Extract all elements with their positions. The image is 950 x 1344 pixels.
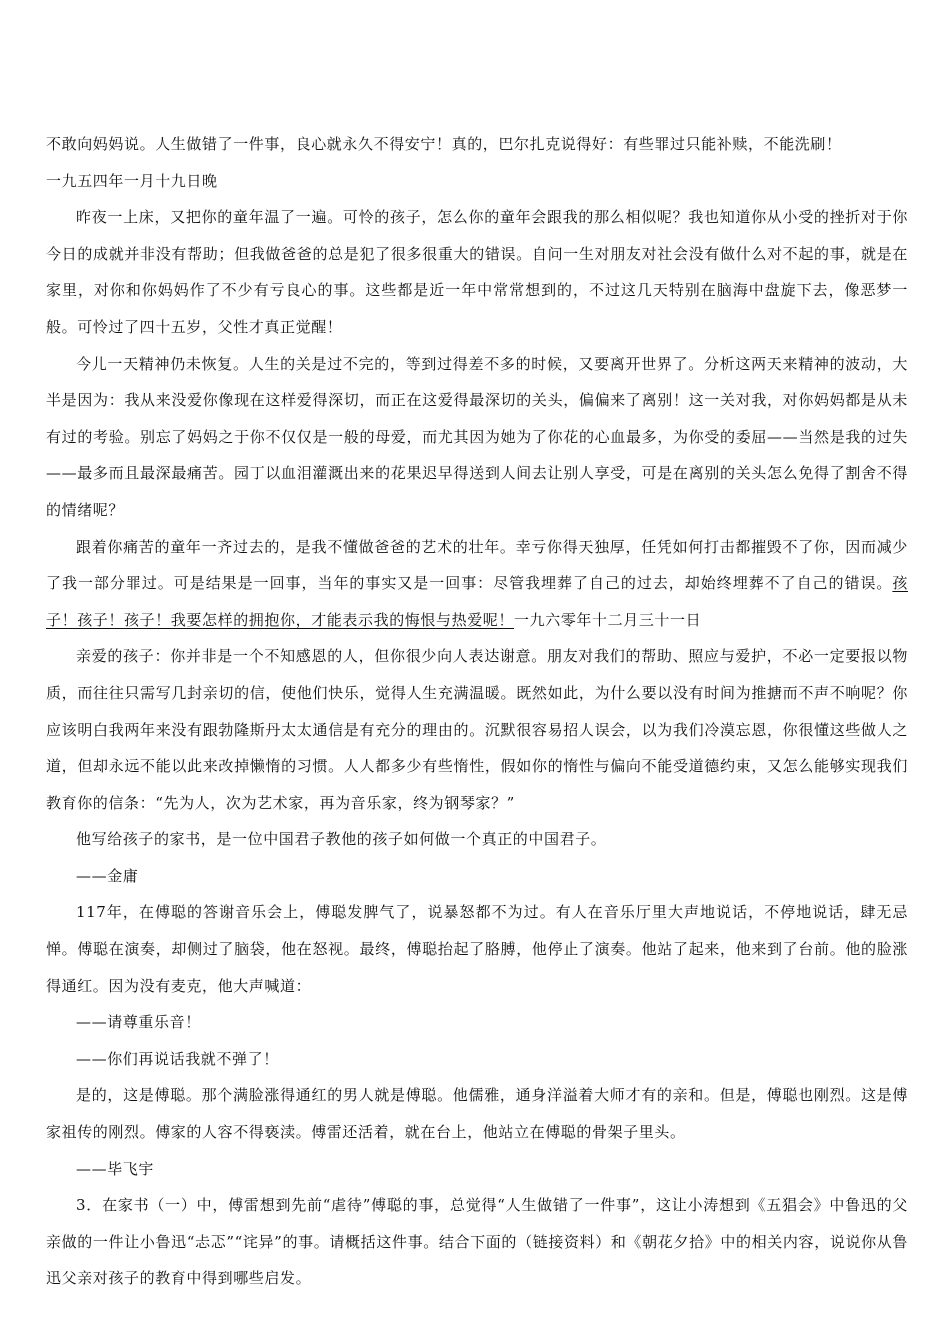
letter2-date: 一九六零年十二月三十一日 [514,610,702,629]
letter3-paragraph-1: 亲爱的孩子：你并非是一个不知感恩的人，但你很少向人表达谢意。朋友对我们的帮助、照应与爱护，不必一定要报以物质，而往往只需写几封亲切的信，使他们快乐，觉得人生充满温暖。既然如此，为什么要以没有时间为推搪而不声不响呢？你应该明白我两年来没有跟勃隆斯丹太太通信是有充分的理由的。沉默很容易招人误会，以为我们冷漠忘恩，你很懂这些做人之道，但却永远不能以此来改掉懒惰的习惯。人人都多少有些惰性，假如你的惰性与偏向不能受道德约束，又怎么能够实现我们教育你的信条：“先为人，次为艺术家，再为音乐家，终为钢琴家？” [46,647,908,812]
jin-yong-author: ——金庸 [76,866,139,885]
bi-feiyu-paragraph-1: 117年，在傅聪的答谢音乐会上，傅聪发脾气了，说暴怒都不为过。有人在音乐厅里大声地说话，不停地说话，肆无忌惮。傅聪在演奏，却侧过了脑袋，他在怒视。最终，傅聪抬起了胳膊，他停止了演奏。他站了起来，他来到了台前。他的脸涨得通红。因为没有麦克，他大声喊道： [46,903,908,995]
letter2-paragraph-2: 今儿一天精神仍未恢复。人生的关是过不完的，等到过得差不多的时候，又要离开世界了。分析这两天来精神的波动，大半是因为：我从来没爱你像现在这样爱得深切，而正在这爱得最深切的关头，偏偏来了离别！这一关对我，对你妈妈都是从未有过的考验。别忘了妈妈之于你不仅仅是一般的母爱，而尤其因为她为了你花的心血最多，为你受的委屈——当然是我的过失——最多而且最深最痛苦。园丁以血泪灌溉出来的花果迟早得送到人间去让别人享受，可是在离别的关头怎么免得了割舍不得的情绪呢？ [46,354,908,519]
letter2-paragraph-3-text: 跟着你痛苦的童年一齐过去的，是我不懂做爸爸的艺术的壮年。幸亏你得天独厚，任凭如何打击都摧毁不了你，因而减少了我一部分罪过。可是结果是一回事，当年的事实又是一回事：尽管我埋葬了自己的过去，却始终埋葬不了自己的错误。 [46,537,908,593]
question-3: 3．在家书（一）中，傅雷想到先前“虐待”傅聪的事，总觉得“人生做错了一件事”，这让小涛想到《五猖会》中鲁迅的父亲做的一件让小鲁迅“忐忑”“诧异”的事。请概括这件事。结合下面的（链接资料）和《朝花夕拾》中的相关内容，说说你从鲁迅父亲对孩子的教育中得到哪些启发。 [46,1196,908,1288]
letter1-tail: 不敢向妈妈说。人生做错了一件事，良心就永久不得安宁！真的，巴尔扎克说得好：有些罪过只能补赎，不能洗刷！ [46,135,842,153]
bi-feiyu-shout-2: ——你们再说话我就不弹了！ [76,1049,279,1068]
underlined-sentence: 孩子！孩子！孩子！我要怎样的拥抱你，才能表示我的悔恨与热爱呢！ [46,574,908,629]
letter2-paragraph-1: 昨夜一上床，又把你的童年温了一遍。可怜的孩子，怎么你的童年会跟我的那么相似呢？我也知道你从小受的挫折对于你今日的成就并非没有帮助；但我做爸爸的总是犯了很多很重大的错误。自问一生对朋友对社会没有做什么对不起的事，就是在家里，对你和你妈妈作了不少有亏良心的事。这些都是近一年中常常想到的，不过这几天特别在脑海中盘旋下去，像恶梦一般。可怜过了四十五岁，父性才真正觉醒！ [46,208,908,336]
letter1-date: 一九五四年一月十九日晚 [46,171,218,190]
jin-yong-quote: 他写给孩子的家书，是一位中国君子教他的孩子如何做一个真正的中国君子。 [76,830,607,849]
document-page [46,126,908,1297]
bi-feiyu-shout-1: ——请尊重乐音！ [76,1013,201,1032]
bi-feiyu-author: ——毕飞宇 [76,1159,155,1178]
letter2-paragraph-3 [46,529,908,639]
bi-feiyu-paragraph-2: 是的，这是傅聪。那个满脸涨得通红的男人就是傅聪。他儒雅，通身洋溢着大师才有的亲和。但是，傅聪也刚烈。这是傅家祖传的刚烈。傅家的人容不得亵渎。傅雷还活着，就在台上，他站立在傅聪的骨架子里头。 [46,1086,908,1142]
